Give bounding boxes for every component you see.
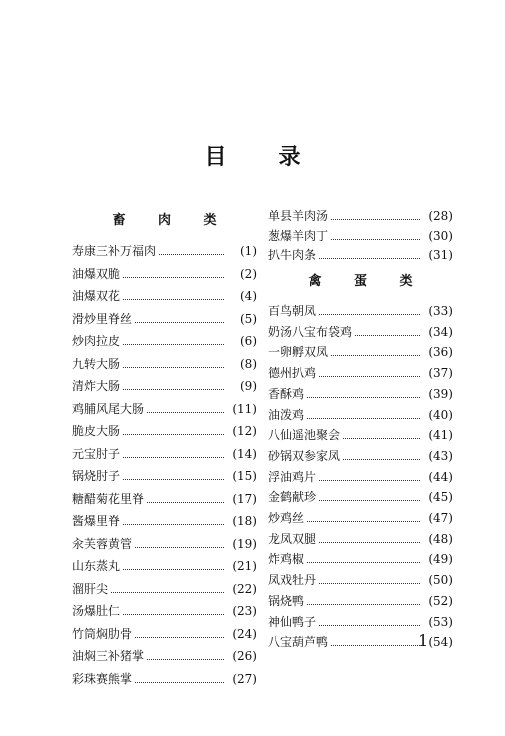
toc-entry-page: (33) xyxy=(428,304,453,318)
dot-leader xyxy=(319,531,420,543)
toc-entry-page: (48) xyxy=(428,531,453,546)
dot-leader xyxy=(123,266,224,278)
dot-leader xyxy=(123,558,224,570)
toc-entry-page: (39) xyxy=(428,386,453,401)
toc-entry-title: 元宝肘子 xyxy=(72,446,121,461)
toc-entry xyxy=(72,664,257,686)
toc-entry xyxy=(268,503,453,525)
dot-leader xyxy=(147,491,224,503)
toc-entry-title: 彩珠赛熊掌 xyxy=(72,671,133,686)
toc-entry-page: (28) xyxy=(428,209,453,223)
toc-entry-page: (54) xyxy=(428,635,453,650)
toc-entry-page: (53) xyxy=(428,614,453,629)
section-heading-poultry: 禽 蛋 类 xyxy=(308,274,427,289)
toc-entry-title: 油爆双花 xyxy=(72,289,121,303)
toc-entry xyxy=(72,349,257,371)
toc-entry-page: (17) xyxy=(232,491,257,506)
toc-entry xyxy=(72,281,257,303)
toc-entry-title: 汆芙蓉黄管 xyxy=(72,536,133,551)
toc-entry-page: (36) xyxy=(428,345,453,360)
toc-entry-title: 砂锅双参家凤 xyxy=(268,448,341,463)
toc-entry xyxy=(268,240,453,262)
toc-entry-title: 金鹤献珍 xyxy=(268,490,317,505)
toc-entry-title: 一卵孵双凤 xyxy=(268,345,329,360)
toc-entry-title: 溜肝尖 xyxy=(72,581,109,596)
toc-entry-page: (12) xyxy=(232,424,257,438)
toc-entry xyxy=(268,337,453,359)
dot-leader xyxy=(123,356,224,368)
dot-leader xyxy=(319,247,420,259)
toc-entry-page: (43) xyxy=(428,448,453,463)
toc-entry xyxy=(268,565,453,587)
dot-leader xyxy=(319,572,420,584)
toc-entry-title: 清炸大肠 xyxy=(72,379,121,393)
toc-entry-page: (31) xyxy=(428,248,453,262)
toc-entry-title: 锅烧鸭 xyxy=(268,593,305,608)
toc-entry-page: (52) xyxy=(428,593,453,608)
toc-entry xyxy=(72,259,257,281)
toc-entry xyxy=(72,461,257,483)
toc-entry xyxy=(268,400,453,422)
toc-entry-title: 寿康三补万福肉 xyxy=(72,244,157,258)
toc-entry-page: (5) xyxy=(240,311,257,326)
dot-leader xyxy=(123,423,224,435)
toc-entry xyxy=(72,551,257,573)
toc-entry-title: 奶汤八宝布袋鸡 xyxy=(268,324,353,339)
dot-leader xyxy=(307,386,420,398)
toc-entry xyxy=(268,296,453,318)
toc-entry-title: 脆皮大肠 xyxy=(72,424,121,438)
toc-entry xyxy=(72,236,257,258)
toc-entry-title: 油爆双脆 xyxy=(72,266,121,281)
toc-entry-page: (9) xyxy=(240,379,257,393)
toc-entry xyxy=(72,439,257,461)
dot-leader xyxy=(123,333,224,345)
toc-entry-title: 鸡脯风尾大肠 xyxy=(72,401,145,416)
toc-entry-page: (19) xyxy=(232,536,257,551)
toc-entry-page: (49) xyxy=(428,552,453,567)
toc-entry-title: 九转大肠 xyxy=(72,356,121,371)
toc-entry-page: (24) xyxy=(232,626,257,641)
toc-entry-page: (26) xyxy=(232,649,257,663)
toc-entry-page: (45) xyxy=(428,490,453,505)
dot-leader xyxy=(123,288,224,300)
toc-entry xyxy=(268,586,453,608)
toc-entry xyxy=(268,379,453,401)
toc-entry-page: (22) xyxy=(232,581,257,596)
toc-entry-title: 炸鸡椒 xyxy=(268,552,305,567)
toc-entry-title: 葱爆羊肉丁 xyxy=(268,228,329,243)
dot-leader xyxy=(147,401,224,413)
toc-entry xyxy=(72,484,257,506)
toc-entry-page: (14) xyxy=(232,446,257,461)
toc-entry-title: 油泼鸡 xyxy=(268,407,305,422)
toc-entry-page: (6) xyxy=(240,334,257,348)
toc-entry-title: 酱爆里脊 xyxy=(72,514,121,528)
toc-entry xyxy=(72,506,257,528)
page-title: 目录 xyxy=(204,144,353,170)
toc-entry xyxy=(72,596,257,618)
toc-entry-page: (47) xyxy=(428,511,453,525)
toc-entry-title: 德州扒鸡 xyxy=(268,366,317,381)
dot-leader xyxy=(307,407,420,419)
toc-entry-title: 浮油鸡片 xyxy=(268,469,317,484)
toc-entry-title: 炒肉拉皮 xyxy=(72,334,121,348)
toc-entry-page: (30) xyxy=(428,228,453,243)
toc-entry xyxy=(72,641,257,663)
toc-entry-title: 百鸟朝凤 xyxy=(268,304,317,318)
toc-entry-title: 神仙鸭子 xyxy=(268,614,317,629)
dot-leader xyxy=(331,208,420,220)
toc-entry-page: (15) xyxy=(232,469,257,483)
dot-leader xyxy=(331,228,420,240)
toc-entry-title: 八宝葫芦鸭 xyxy=(268,635,329,650)
dot-leader xyxy=(355,324,420,336)
toc-entry-page: (34) xyxy=(428,324,453,339)
toc-entry xyxy=(72,529,257,551)
toc-entry-page: (44) xyxy=(428,469,453,484)
toc-entry-title: 单县羊肉汤 xyxy=(268,209,329,223)
dot-leader xyxy=(159,243,224,255)
dot-leader xyxy=(319,365,420,377)
toc-entry xyxy=(268,462,453,484)
toc-entry-page: (23) xyxy=(232,604,257,618)
dot-leader xyxy=(343,427,420,439)
toc-entry-page: (41) xyxy=(428,428,453,443)
toc-entry-title: 扒牛肉条 xyxy=(268,248,317,262)
toc-entry-page: (2) xyxy=(240,266,257,281)
toc-entry-page: (1) xyxy=(240,244,257,258)
toc-entry-title: 汤爆肚仁 xyxy=(72,604,121,618)
toc-entry-title: 八仙遥池聚会 xyxy=(268,428,341,443)
dot-leader xyxy=(135,671,224,683)
toc-entry xyxy=(72,619,257,641)
dot-leader xyxy=(123,513,224,525)
toc-entry-title: 凤戏牡丹 xyxy=(268,573,317,588)
toc-entry xyxy=(268,441,453,463)
toc-entry-page: (21) xyxy=(232,559,257,573)
toc-entry-title: 竹筒焖肋骨 xyxy=(72,626,133,641)
toc-entry-title: 滑炒里脊丝 xyxy=(72,311,133,326)
dot-leader xyxy=(307,510,420,522)
dot-leader xyxy=(307,593,420,605)
toc-entry xyxy=(268,524,453,546)
toc-entry-page: (50) xyxy=(428,573,453,588)
dot-leader xyxy=(319,489,420,501)
toc-entry-title: 山东蒸丸 xyxy=(72,559,121,573)
dot-leader xyxy=(319,303,420,315)
dot-leader xyxy=(123,468,224,480)
toc-entry-title: 锅烧肘子 xyxy=(72,469,121,483)
toc-entry-title: 炒鸡丝 xyxy=(268,511,305,525)
toc-entry-page: (37) xyxy=(428,366,453,381)
toc-entry-page: (11) xyxy=(232,401,257,416)
dot-leader xyxy=(331,634,420,646)
toc-entry-title: 龙凤双腿 xyxy=(268,531,317,546)
toc-entry xyxy=(72,326,257,348)
dot-leader xyxy=(343,448,420,460)
page-number: 1 xyxy=(418,631,429,650)
toc-entry-page: (18) xyxy=(232,514,257,528)
dot-leader xyxy=(319,614,420,626)
dot-leader xyxy=(111,581,224,593)
toc-entry-page: (4) xyxy=(240,289,257,303)
toc-entry xyxy=(72,371,257,393)
dot-leader xyxy=(135,626,224,638)
toc-entry xyxy=(268,607,453,629)
toc-entry-page: (27) xyxy=(232,671,257,686)
toc-entry xyxy=(268,482,453,504)
dot-leader xyxy=(123,378,224,390)
dot-leader xyxy=(123,446,224,458)
toc-entry xyxy=(268,544,453,566)
toc-entry xyxy=(72,304,257,326)
toc-entry-title: 香酥鸡 xyxy=(268,386,305,401)
dot-leader xyxy=(135,536,224,548)
toc-entry xyxy=(268,420,453,442)
toc-entry xyxy=(268,358,453,380)
toc-entry xyxy=(72,394,257,416)
toc-entry-page: (40) xyxy=(428,407,453,422)
dot-leader xyxy=(135,311,224,323)
toc-entry-page: (8) xyxy=(240,356,257,371)
toc-entry-title: 糖醋菊花里脊 xyxy=(72,491,145,506)
dot-leader xyxy=(307,551,420,563)
toc-entry xyxy=(72,574,257,596)
dot-leader xyxy=(123,603,224,615)
toc-entry-title: 油焖三补猪掌 xyxy=(72,649,145,663)
dot-leader xyxy=(331,344,420,356)
section-heading-meat: 畜 肉 类 xyxy=(112,213,231,228)
toc-entry xyxy=(72,416,257,438)
dot-leader xyxy=(147,648,224,660)
toc-entry xyxy=(268,317,453,339)
dot-leader xyxy=(319,469,420,481)
